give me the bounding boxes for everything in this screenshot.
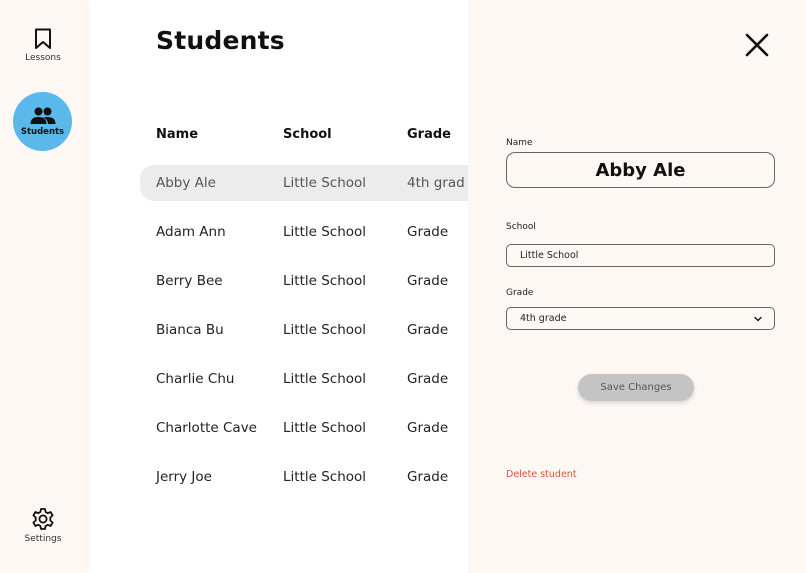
table-row[interactable]: [140, 165, 468, 201]
school-field[interactable]: Little School: [506, 244, 775, 267]
cell-grade: Grade: [407, 420, 449, 436]
edit-student-panel: [468, 0, 806, 573]
name-field[interactable]: Abby Ale: [506, 152, 775, 188]
cell-school: Little School: [283, 273, 367, 289]
cell-school: Little School: [283, 420, 367, 436]
cell-name: Charlie Chu: [156, 371, 235, 387]
table-row[interactable]: [140, 361, 468, 397]
close-button[interactable]: [744, 32, 770, 58]
column-header-grade: Grade: [407, 127, 451, 142]
table-row[interactable]: [140, 214, 468, 250]
grade-select-value: 4th grade: [520, 313, 567, 324]
cell-name: Adam Ann: [156, 224, 226, 240]
cell-grade: Grade: [407, 371, 449, 387]
table-row[interactable]: [140, 410, 468, 446]
column-header-name: Name: [156, 127, 199, 142]
cell-grade: 4th grad: [407, 175, 465, 191]
gear-icon: [31, 507, 55, 531]
sidebar-item-lessons[interactable]: [0, 28, 86, 63]
cell-name: Abby Ale: [156, 175, 216, 191]
cell-school: Little School: [283, 371, 367, 387]
table-row[interactable]: [140, 263, 468, 299]
school-label: School: [506, 222, 536, 232]
sidebar-item-settings[interactable]: [0, 507, 86, 544]
cell-grade: Grade: [407, 469, 449, 485]
sidebar-item-label: Students: [20, 126, 65, 137]
chevron-down-icon: [753, 314, 763, 324]
students-list-area: [86, 0, 468, 573]
cell-school: Little School: [283, 224, 367, 240]
cell-grade: Grade: [407, 273, 449, 289]
sidebar-item-label: Lessons: [25, 53, 61, 63]
grade-label: Grade: [506, 288, 534, 298]
delete-student-link[interactable]: Delete student: [506, 469, 577, 480]
page-title: Students: [156, 26, 285, 55]
cell-school: Little School: [283, 322, 367, 338]
cell-name: Charlotte Cave: [156, 420, 257, 436]
cell-name: Jerry Joe: [156, 469, 212, 485]
cell-grade: Grade: [407, 322, 449, 338]
cell-name: Bianca Bu: [156, 322, 224, 338]
cell-school: Little School: [283, 469, 367, 485]
column-header-school: School: [283, 127, 332, 142]
table-row[interactable]: [140, 312, 468, 348]
table-row[interactable]: [140, 459, 468, 495]
name-label: Name: [506, 138, 533, 148]
cell-name: Berry Bee: [156, 273, 223, 289]
save-changes-button[interactable]: Save Changes: [578, 374, 694, 401]
sidebar-item-students[interactable]: [13, 92, 72, 151]
cell-school: Little School: [283, 175, 367, 191]
bookmark-icon: [34, 28, 52, 50]
sidebar: [0, 0, 86, 573]
close-icon: [744, 32, 770, 58]
table-header: [86, 127, 468, 147]
grade-select[interactable]: [506, 307, 775, 330]
sidebar-item-label: Settings: [24, 534, 62, 544]
cell-grade: Grade: [407, 224, 449, 240]
people-icon: [30, 107, 56, 125]
